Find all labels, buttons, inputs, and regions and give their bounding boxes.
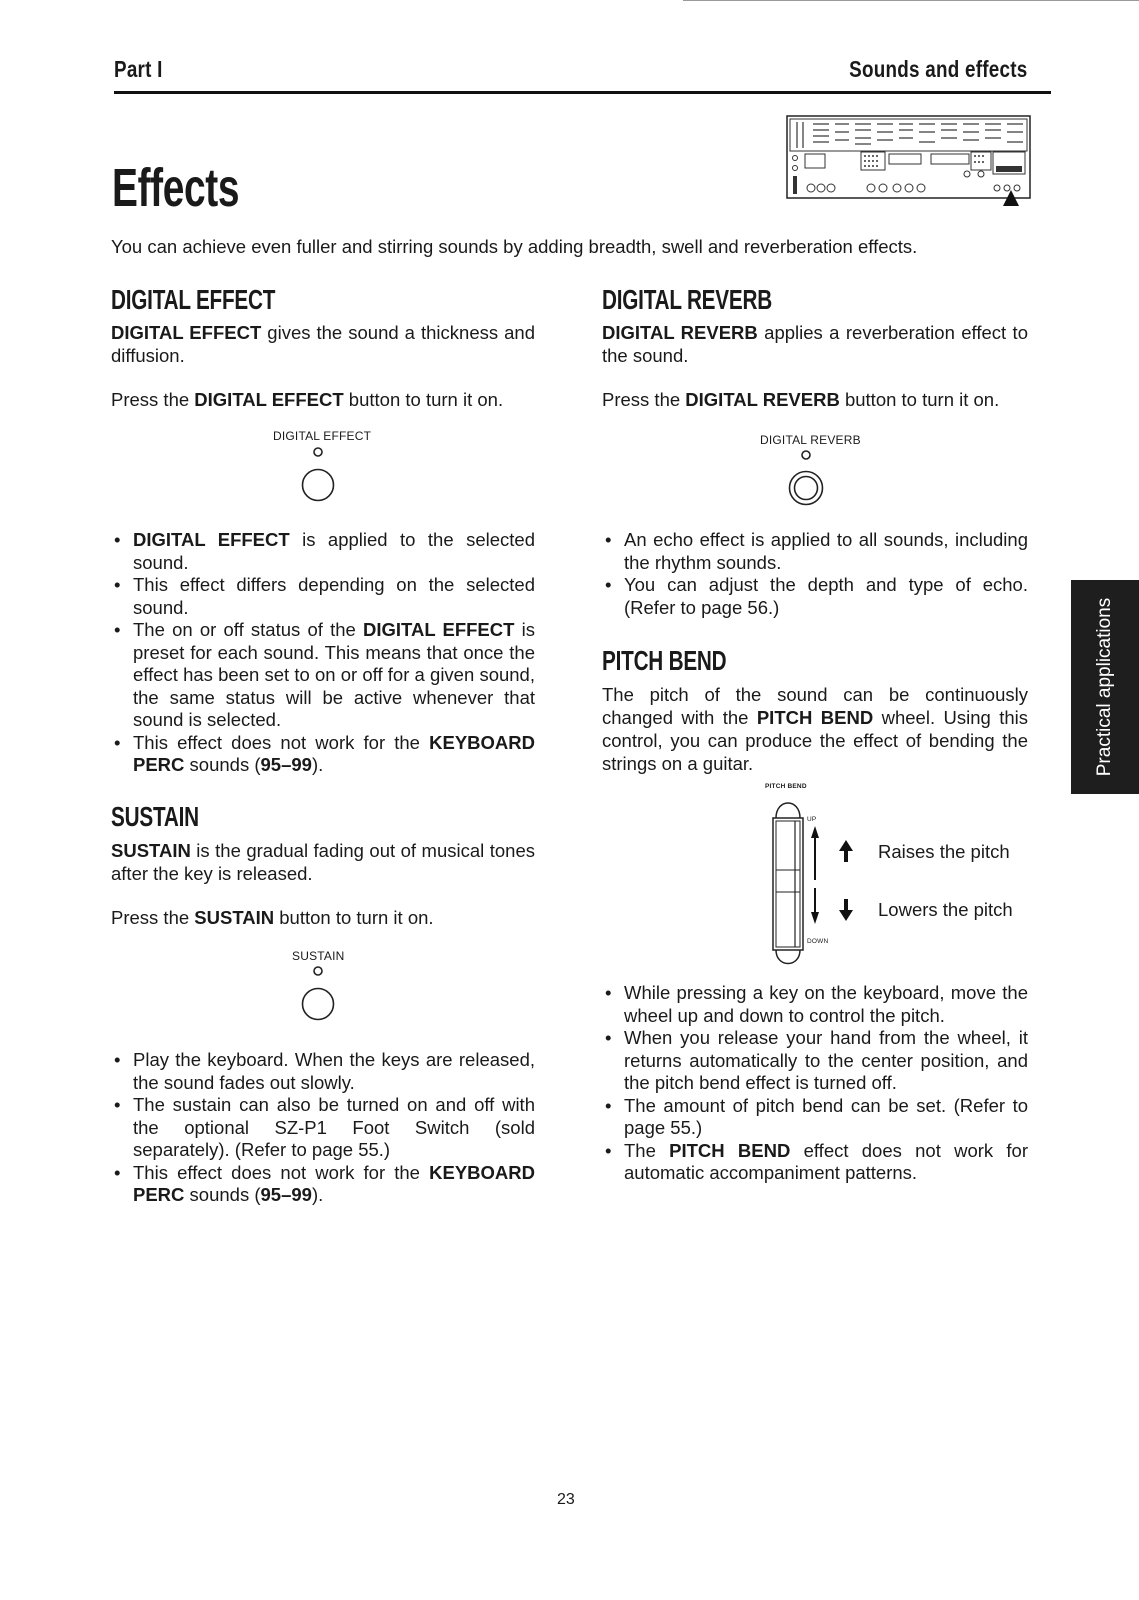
pitch-bend-wheel[interactable] <box>768 792 808 970</box>
bullet-text: ). <box>311 1184 324 1205</box>
list-item <box>602 982 1028 1027</box>
digital-effect-bullets <box>111 529 535 777</box>
bullet-text: is preset for each sound. This means that once the effect has been set to on or off for a given sound, the same status will be active whenever that sound is selected. <box>133 619 535 730</box>
digital-reverb-press-bold: DIGITAL REVERB <box>685 389 840 410</box>
digital-effect-led-icon <box>314 448 322 456</box>
pitch-bend-desc-post: wheel. Using this control, you can produce the effect of bending the strings on a guitar. <box>602 707 1028 774</box>
sustain-instruction <box>111 906 541 929</box>
sustain-desc-rest: is the gradual fading out of musical tones after the key is released. <box>111 840 535 884</box>
part-label: Part I <box>114 56 163 82</box>
lower-pitch-text: Lowers the pitch <box>878 899 1013 920</box>
side-tab-label: Practical applications <box>1094 597 1115 777</box>
digital-effect-desc-bold: DIGITAL EFFECT <box>111 322 262 343</box>
bullet-bold: PITCH BEND <box>669 1139 791 1161</box>
list-item <box>111 1162 535 1207</box>
bullet-text: is applied to the selected sound. <box>133 529 535 573</box>
digital-reverb-instruction <box>602 388 1038 411</box>
digital-reverb-desc-rest: applies a reverberation effect to the sound. <box>602 322 1028 366</box>
list-item <box>111 529 535 574</box>
digital-reverb-button-inner <box>795 477 818 500</box>
sustain-button[interactable] <box>295 963 343 1025</box>
bullet-text: sounds ( <box>184 754 261 775</box>
digital-reverb-button[interactable] <box>783 447 831 509</box>
raise-pitch-text: Raises the pitch <box>878 841 1010 862</box>
bullet-text: The on or off status of the <box>133 619 364 640</box>
sustain-heading: SUSTAIN <box>111 801 199 832</box>
sustain-button-label: SUSTAIN <box>292 949 345 963</box>
arrow-up-icon <box>838 840 854 862</box>
pitch-bend-description <box>602 683 1028 775</box>
pitch-bend-down-label: DOWN <box>807 938 829 945</box>
digital-effect-press-post: button to turn it on. <box>343 389 504 410</box>
sustain-button-circle <box>303 989 334 1020</box>
sustain-led-icon <box>314 967 322 975</box>
list-item <box>111 1049 535 1094</box>
bullet-bold: KEYBOARD PERC <box>133 1161 535 1205</box>
bullet-bold: KEYBOARD PERC <box>133 731 535 775</box>
pitch-bend-wheel-label: PITCH BEND <box>765 783 807 790</box>
bullet-text: The <box>624 1139 670 1161</box>
bullet-text: This effect does not work for the <box>133 731 430 753</box>
page-number: 23 <box>557 1491 575 1508</box>
bullet-bold: DIGITAL EFFECT <box>133 529 290 550</box>
digital-reverb-button-label: DIGITAL REVERB <box>760 433 861 447</box>
list-item <box>602 1095 1028 1140</box>
bullet-text: When you release your hand from the wheel, it returns automatically to the center position, and the pitch bend effect is turned off. <box>624 1027 1028 1093</box>
pitch-bend-bullets <box>602 982 1028 1185</box>
pitch-bend-heading: PITCH BEND <box>602 645 727 676</box>
digital-effect-button-label: DIGITAL EFFECT <box>273 429 372 443</box>
list-item: • You can adjust the depth and type of echo. (Refer to page 56.) <box>602 574 1028 619</box>
bullet-text: This effect does not work for the <box>133 1161 430 1183</box>
bullet-bold: 95–99 <box>260 754 312 775</box>
pitch-bend-desc-bold: PITCH BEND <box>756 707 874 728</box>
sustain-press-pre: Press the <box>111 907 195 928</box>
digital-reverb-desc-bold: DIGITAL REVERB <box>602 322 758 343</box>
digital-reverb-led-icon <box>802 451 810 459</box>
list-item <box>602 1140 1028 1185</box>
digital-effect-description <box>111 321 535 367</box>
digital-effect-desc-rest: gives the sound a thickness and diffusion. <box>111 322 536 366</box>
sustain-desc-bold: SUSTAIN <box>111 840 191 861</box>
digital-effect-press-bold: DIGITAL EFFECT <box>194 389 344 410</box>
pitch-bend-desc-pre: The pitch of the sound can be continuously changed with the <box>602 684 1028 728</box>
list-item <box>111 574 535 619</box>
bullet-bold: 95–99 <box>260 1184 312 1205</box>
bullet-bold: DIGITAL EFFECT <box>363 619 515 640</box>
list-item <box>111 732 535 777</box>
bullet-text: The amount of pitch bend can be set. (Refer to page 55.) <box>624 1094 1028 1138</box>
digital-reverb-heading: DIGITAL REVERB <box>602 284 772 315</box>
sustain-description <box>111 839 535 885</box>
digital-effect-button[interactable] <box>295 444 343 504</box>
pitch-bend-up-label: UP <box>807 816 817 823</box>
digital-effect-heading: DIGITAL EFFECT <box>111 284 276 315</box>
section-label: Sounds and effects <box>849 56 1028 82</box>
digital-reverb-bullets <box>602 529 1028 619</box>
bullet-text: This effect differs depending on the selected sound. <box>133 574 535 618</box>
digital-effect-press-pre: Press the <box>111 389 195 410</box>
digital-effect-instruction <box>111 388 541 411</box>
bullet-text: The sustain can also be turned on and off with the optional SZ-P1 Foot Switch (sold separately). (Refer to page 55.) <box>133 1094 535 1160</box>
wheel-travel-indicator <box>810 826 820 924</box>
digital-reverb-press-pre: Press the <box>602 389 686 410</box>
intro-text: You can achieve even fuller and stirring sounds by adding breadth, swell and reverberation effects. <box>111 236 918 257</box>
sustain-press-bold: SUSTAIN <box>194 907 275 928</box>
digital-reverb-description <box>602 321 1028 367</box>
bullet-text: ). <box>311 754 324 775</box>
bullet-text: Play the keyboard. When the keys are released, the sound fades out slowly. <box>133 1049 535 1093</box>
digital-effect-button-circle <box>303 470 334 501</box>
list-item <box>111 1094 535 1162</box>
header-rule <box>114 91 1051 94</box>
list-item <box>602 1027 1028 1095</box>
list-item: • An echo effect is applied to all sounds, including the rhythm sounds. <box>602 529 1028 574</box>
bullet-text: effect does not work for automatic accompaniment patterns. <box>624 1139 1028 1183</box>
sustain-press-post: button to turn it on. <box>274 907 434 928</box>
top-edge-line <box>683 0 1139 1</box>
digital-reverb-press-post: button to turn it on. <box>839 389 1000 410</box>
list-item <box>111 619 535 732</box>
bullet-text: While pressing a key on the keyboard, move the wheel up and down to control the pitch. <box>624 982 1028 1026</box>
page-title: Effects <box>112 158 240 218</box>
control-panel-illustration <box>785 110 1045 206</box>
bullet-text: sounds ( <box>184 1184 261 1205</box>
arrow-down-icon <box>838 899 854 921</box>
sustain-bullets <box>111 1049 535 1207</box>
